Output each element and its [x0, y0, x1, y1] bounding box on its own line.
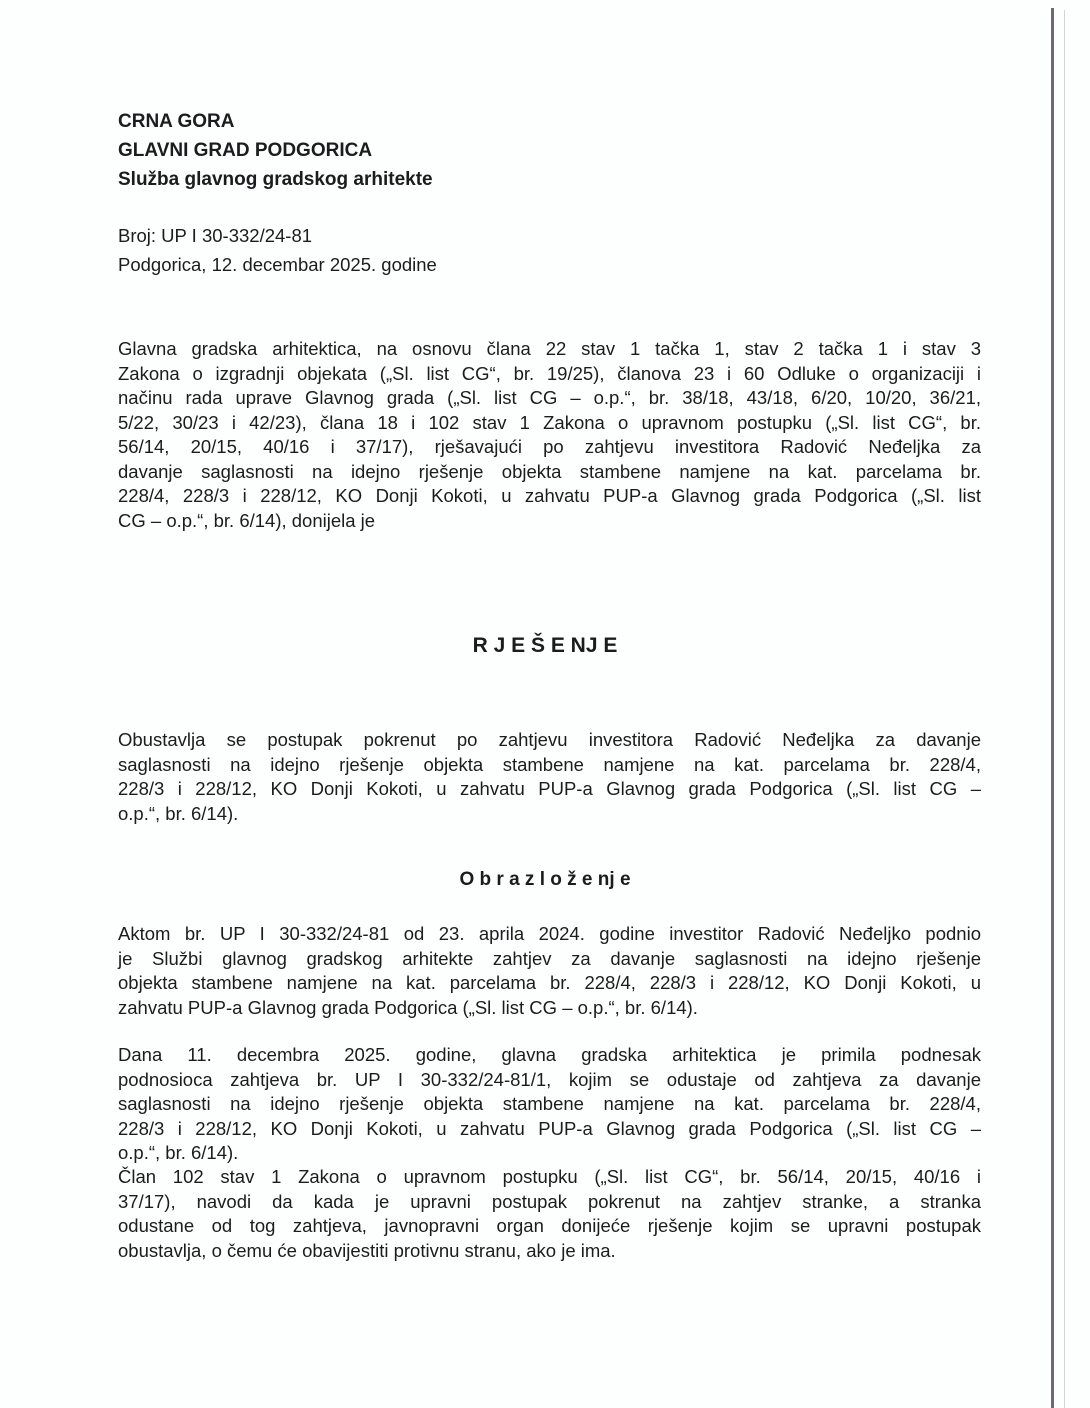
- text-line: 5/22, 30/23 i 42/23), člana 18 i 102 stav 1 Zakona o upravnom postupku („Sl. list CG“, br.: [118, 411, 981, 433]
- text-line: Član 102 stav 1 Zakona o upravnom postupku („Sl. list CG“, br. 56/14, 20/15, 40/16 i: [118, 1166, 981, 1187]
- text-line: Glavna gradska arhitektica, na osnovu člana 22 stav 1 tačka 1, stav 2 tačka 1 i stav 3: [118, 338, 981, 359]
- text-line: CG – o.p.“, br. 6/14), donijela je: [118, 509, 376, 531]
- decision-title: R J E Š E NJ E: [472, 634, 618, 657]
- text-line: Dana 11. decembra 2025. godine, glavna gradska arhitektica je primila podnesak: [118, 1044, 981, 1065]
- text-line: 228/3 i 228/12, KO Donji Kokoti, u zahvatu PUP-a Glavnog grada Podgorica („Sl. list CG –: [118, 1117, 981, 1139]
- scan-page-edge: [1064, 10, 1065, 1408]
- scan-binding-edge: [1051, 8, 1054, 1408]
- text-line: o.p.“, br. 6/14).: [118, 802, 239, 824]
- place-date: Podgorica, 12. decembar 2025. godine: [118, 254, 437, 275]
- text-line: objekta stambene namjene na kat. parcelama br. 228/4, 228/3 i 228/12, KO Donji Kokoti, u: [118, 972, 981, 993]
- reference: [118, 221, 981, 279]
- text-line: 56/14, 20/15, 40/16 i 37/17), rješavajući po zahtjevu investitora Radović Neđeljka za: [118, 436, 981, 457]
- text-line: podnosioca zahtjeva br. UP I 30-332/24-81/1, kojim se odustaje od zahtjeva za davanje: [118, 1068, 981, 1090]
- reasoning-title: O b r a z l o ž e nj e: [459, 869, 631, 890]
- text-line: zahvatu PUP-a Glavnog grada Podgorica („Sl. list CG – o.p.“, br. 6/14).: [118, 996, 698, 1018]
- city: GLAVNI GRAD PODGORICA: [118, 140, 373, 161]
- text-line: obustavlja, o čemu će obavijestiti protivnu stranu, ako je ima.: [118, 1239, 616, 1261]
- reasoning-paragraph-3: [118, 1165, 981, 1263]
- text-line: Aktom br. UP I 30-332/24-81 od 23. aprila 2024. godine investitor Radović Neđeljko podnio: [118, 923, 981, 944]
- text-line: Zakona o izgradnji objekata („Sl. list CG“, br. 19/25), članova 23 i 60 Odluke o organizaciji i: [118, 362, 981, 384]
- text-line: 228/4, 228/3 i 228/12, KO Donji Kokoti, u zahvatu PUP-a Glavnog grada Podgorica („Sl. list: [118, 485, 981, 506]
- decision-paragraph: [118, 728, 981, 826]
- text-line: saglasnosti na idejno rješenje objekta stambene namjene na kat. parcelama br. 228/4,: [118, 753, 981, 775]
- reasoning-paragraph-1: [118, 922, 981, 1020]
- text-line: načinu rada uprave Glavnog grada („Sl. list CG – o.p.“, br. 38/18, 43/18, 6/20, 10/20, 36/21,: [118, 387, 981, 408]
- reasoning-paragraph-2: [118, 1043, 981, 1166]
- text-line: o.p.“, br. 6/14).: [118, 1142, 239, 1163]
- text-line: davanje saglasnosti na idejno rješenje objekta stambene namjene na kat. parcelama br.: [118, 460, 981, 482]
- letterhead: [118, 107, 981, 194]
- office: Služba glavnog gradskog arhitekte: [118, 169, 433, 190]
- text-line: je Službi glavnog gradskog arhitekte zahtjev za davanje saglasnosti na idejno rješenje: [118, 947, 981, 969]
- text-line: odustane od tog zahtjeva, javnopravni organ donijeće rješenje kojim se upravni postupak: [118, 1215, 981, 1236]
- text-line: 37/17), navodi da kada je upravni postupak pokrenut na zahtjev stranke, a stranka: [118, 1190, 981, 1212]
- text-line: saglasnosti na idejno rješenje objekta stambene namjene na kat. parcelama br. 228/4,: [118, 1093, 981, 1114]
- text-line: Obustavlja se postupak pokrenut po zahtjevu investitora Radović Neđeljka za davanje: [118, 729, 981, 750]
- text-line: 228/3 i 228/12, KO Donji Kokoti, u zahvatu PUP-a Glavnog grada Podgorica („Sl. list CG –: [118, 778, 981, 799]
- case-number: Broj: UP I 30-332/24-81: [118, 225, 313, 246]
- intro-paragraph: [118, 337, 981, 533]
- country: CRNA GORA: [118, 111, 235, 132]
